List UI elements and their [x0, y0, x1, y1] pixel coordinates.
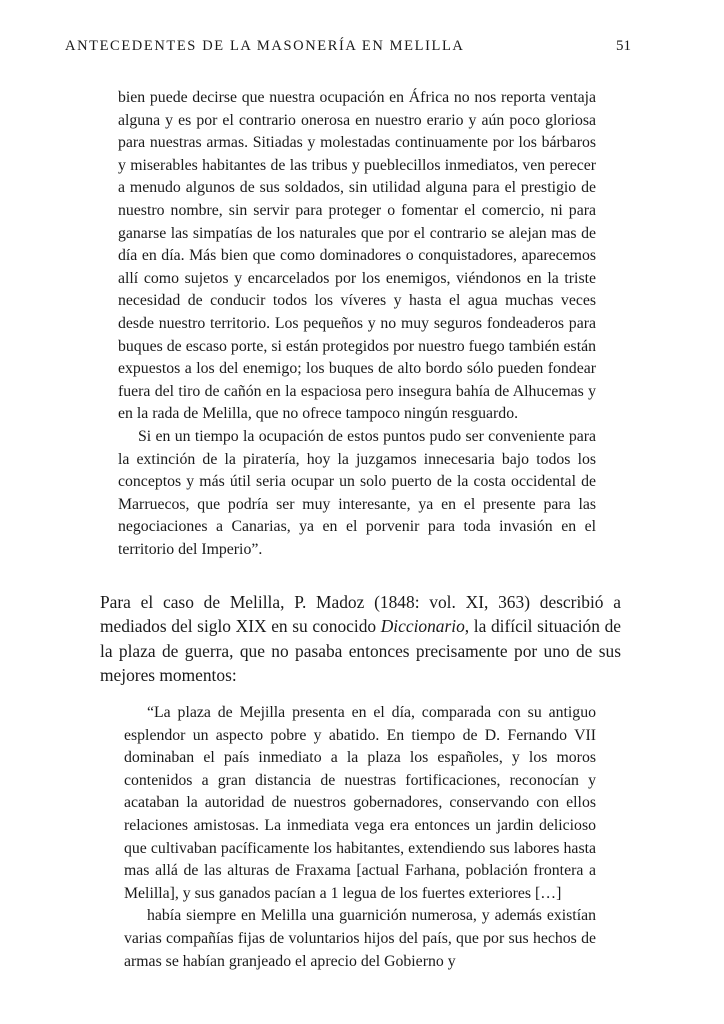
running-title: ANTECEDENTES DE LA MASONERÍA EN MELILLA [65, 38, 465, 54]
page-header [65, 38, 631, 62]
quote-paragraph: había siempre en Melilla una guarnición numerosa, y además existían varias compañías fijas de voluntarios hijos del país, que por sus hechos de armas se habían granjeado el aprecio del Gobierno y [124, 907, 596, 970]
body-text-end: , la difícil situación de la plaza de guerra, que no pasaba entonces precisamente por uno de sus mejores momentos: [100, 616, 621, 685]
quote-paragraph: Si en un tiempo la ocupación de estos puntos pudo ser conveniente para la extinción de la piratería, hoy la juzgamos innecesaria bajo todos los conceptos y más útil seria ocupar un solo puerto de la costa occidental de Marruecos, que podría ser muy interesante, ya en el presente para las negociaciones a Canarias, ya en el porvenir para toda invasión en el territorio del Imperio”. [118, 427, 596, 558]
quote-paragraph: “La plaza de Mejilla presenta en el día, comparada con su antiguo esplendor un aspecto pobre y abatido. En tiempo de D. Fernando VII dominaban el país inmediato a la plaza los españoles, y los moros contenidos a gran distancia de nuestras fortificaciones, reconocían y acataban la autoridad de nuestros gobernadores, conservando con ellos relaciones amistosas. La inmediata vega era entonces un jardin delicioso que cultivaban pacíficamente los habitantes, extendiendo sus labores hasta mas allá de las alturas de Fraxama [actual Farhana, población frontera a Melilla], y sus ganados pacían a 1 legua de los fuertes exteriores […] [124, 704, 596, 902]
body-paragraph [100, 590, 621, 687]
block-quote-2 [124, 702, 596, 973]
page-number: 51 [616, 38, 631, 54]
quote-paragraph: bien puede decirse que nuestra ocupación en África no nos reporta ventaja alguna y es por el contrario onerosa en nuestro erario y aún poco gloriosa para nuestras armas. Sitiadas y molestadas continuamente por los bárbaros y miserables habitantes de las tribus y pueblecillos inmediatos, ven perecer a menudo algunos de sus soldados, sin utilidad alguna para el prestigio de nuestro nombre, sin servir para proteger o fomentar el comercio, ni para ganarse las simpatías de los naturales que por el contrario se alejan mas de día en día. Más bien que como dominadores o conquistadores, aparecemos allí como sujetos y encarcelados por los enemigos, viéndonos en la triste necesidad de conducir todos los víveres y hasta el agua muchas veces desde nuestro territorio. Los pequeños y no muy seguros fondeaderos para buques de escaso porte, si están protegidos por nuestro fuego también están expuestos a los del enemigo; los buques de alto bordo sólo pueden fondear fuera del tiro de cañón en la espaciosa pero insegura bahía de Alhucemas y en la rada de Melilla, que no ofrece tampoco ningún resguardo. [118, 89, 596, 423]
block-quote-1 [118, 87, 596, 561]
book-title-italic: Diccionario [380, 616, 465, 637]
body-text-start: Para el caso de Melilla, P. Madoz (1848: vol. XI, 363) describió a mediados del siglo XIX en su conocido [100, 592, 621, 637]
